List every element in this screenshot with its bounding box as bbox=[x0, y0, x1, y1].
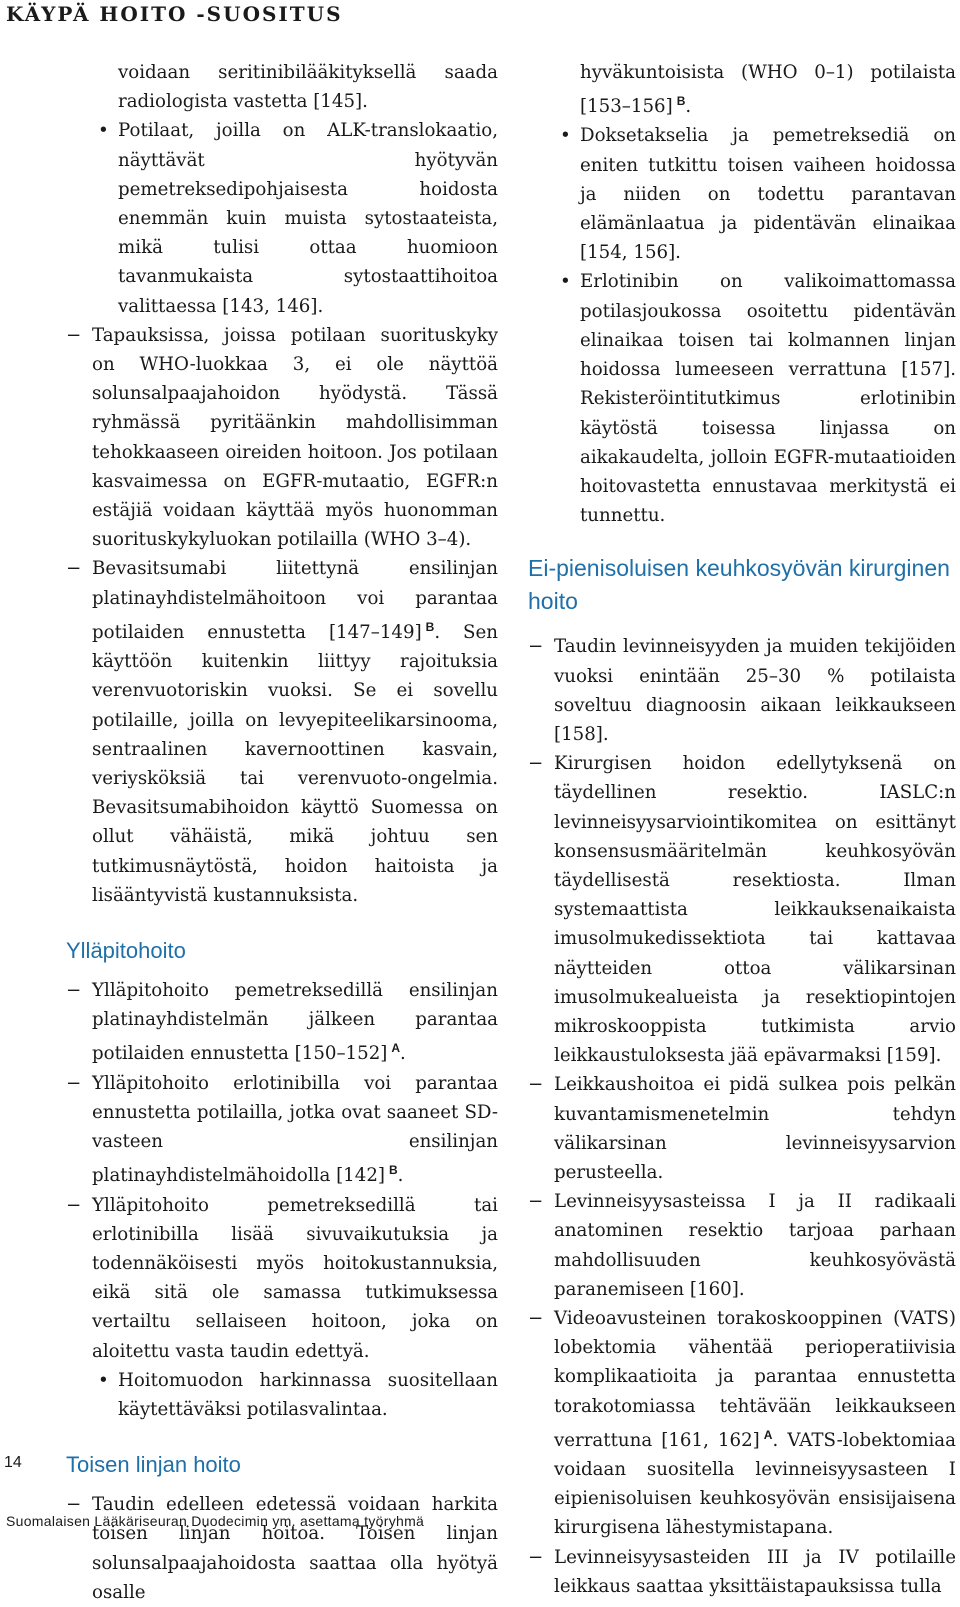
dash-marker: − bbox=[66, 1494, 82, 1516]
dash-marker: − bbox=[66, 324, 82, 346]
dash-text: Tapauksissa, joissa potilaan suorituskyky on WHO-luokkaa 3, ei ole näyttöä solunsalpaajahoidon hyödystä. Tässä ryhmässä pyritäänkin mahdollisimman tehokkaaseen oireiden hoitoon. Jos potilaan kasvaimessa on EGFR-mutaatio, EGFR:n estäjiä voidaan käyttää myös huonomman suorituskykyluokan potilailla (WHO 3–4). bbox=[92, 324, 498, 551]
section-heading-toisen-linjan-hoito: Toisen linjan hoito bbox=[66, 1452, 241, 1478]
evidence-grade: B bbox=[425, 619, 435, 634]
evidence-grade: B bbox=[388, 1163, 398, 1178]
dash-text: . bbox=[397, 1165, 404, 1187]
dash-text: Bevasitsumabi liitettynä ensilinjan platinayhdistelmähoitoon voi parantaa potilaiden ennustetta [147–149] bbox=[92, 558, 498, 643]
paragraph-text: . bbox=[685, 96, 692, 118]
dash-text: Ylläpitohoito erlotinibilla voi parantaa ennustetta potilailla, jotka ovat saaneet SD-vasteen ensilinjan platinayhdistelmähoidolla [142] bbox=[92, 1072, 498, 1187]
bullet-item bbox=[528, 267, 956, 530]
paragraph-text: voidaan seritinibilääkityksellä saada radiologista vastetta [145]. bbox=[118, 62, 498, 113]
dash-text: . Sen käyttöön kuitenkin liittyy rajoituksia verenvuotoriskin vuoksi. Se ei sovellu potilaille, joilla on levyepiteelikarsinooma, sentraalinen kavernoottinen kasvain, veriysköksiä tai verenvuoto-ongelmia. Bevasitsumabihoidon käyttö Suomessa on ollut vähäistä, mikä johtuu sen tutkimusnäytöstä, hoidon haitoista ja lisääntyvistä kustannuksista. bbox=[92, 621, 498, 906]
dash-item bbox=[66, 1069, 498, 1191]
bullet-marker: • bbox=[560, 271, 571, 293]
document-header: KÄYPÄ HOITO -SUOSITUS bbox=[6, 2, 343, 26]
dash-text: . VATS-lobektomiaa voidaan suositella levinneisyysasteen I eipienisoluisen keuhkosyövän ensisijaisena kirurgisena lähestymistapana. bbox=[554, 1429, 956, 1539]
dash-marker: − bbox=[528, 1307, 544, 1329]
dash-text: Levinneisyysasteissa I ja II radikaali anatominen resektio tarjoaa parhaan mahdollisuuden keuhkosyövästä paranemiseen [160]. bbox=[554, 1191, 956, 1300]
bullet-item bbox=[528, 121, 956, 267]
dash-marker: − bbox=[528, 753, 544, 775]
right-column bbox=[528, 58, 956, 1601]
bullet-item bbox=[66, 116, 498, 320]
section-heading-yllapitohoito: Ylläpitohoito bbox=[66, 937, 186, 963]
evidence-grade: A bbox=[391, 1041, 401, 1056]
bullet-marker: • bbox=[560, 125, 571, 147]
dash-item bbox=[66, 321, 498, 555]
dash-item bbox=[528, 632, 956, 749]
bullet-text: Hoitomuodon harkinnassa suositellaan käytettäväksi potilasvalintaa. bbox=[118, 1369, 498, 1420]
dash-item bbox=[66, 554, 498, 910]
dash-item bbox=[528, 1070, 956, 1187]
dash-marker: − bbox=[66, 1072, 82, 1094]
dash-text: Videoavusteinen torakoskooppinen (VATS) lobektomia vähentää perioperatiivisia komplikaatioita ja parantaa ennustetta torakotomiassa tehtävään leikkaukseen verrattuna [161, 162] bbox=[554, 1307, 956, 1451]
dash-item bbox=[528, 749, 956, 1070]
dash-text: Taudin levinneisyyden ja muiden tekijöiden vuoksi enintään 25–30 % potilaista soveltuu diagnoosin aikaan leikkaukseen [158]. bbox=[554, 636, 956, 745]
dash-item bbox=[528, 1304, 956, 1543]
dash-text: . bbox=[400, 1043, 406, 1065]
left-column bbox=[66, 58, 498, 1607]
evidence-grade: B bbox=[676, 94, 686, 109]
dash-marker: − bbox=[66, 1194, 82, 1216]
bullet-text: Erlotinibin on valikoimattomassa potilasjoukossa osoitettu pidentävän elinaikaa toisen tai kolmannen linjan hoidossa lumeeseen verrattuna [157]. Rekisteröintitutkimus erlotinibin käytöstä toisessa linjassa on aikakaudelta, jolloin EGFR-mutaatioiden hoitovastetta ennustavaa merkitystä ei tunnettu. bbox=[580, 271, 956, 527]
dash-text: Kirurgisen hoidon edellytyksenä on täydellinen resektio. IASLC:n levinneisyysarviointikomitea on esittänyt konsensusmääritelmän keuhkosyövän täydellisestä resektiosta. Ilman systemaattista leikkauksenaikaista imusolmukedissektiota tai kattavaa näytteiden ottoa välikarsinan imusolmukealueista ja resektiopintojen mikroskooppista tutkimista arvio leikkaustuloksesta jää epävarmaksi [159]. bbox=[554, 753, 956, 1067]
dash-marker: − bbox=[528, 1546, 544, 1568]
dash-item bbox=[66, 1490, 498, 1607]
bullet-text: Doksetakselia ja pemetreksediä on eniten tutkittu toisen vaiheen hoidossa ja niiden on todettu parantavan elämänlaatua ja pidentävän elinaikaa [154, 156]. bbox=[580, 125, 956, 264]
page-footer: Suomalaisen Lääkäriseuran Duodecimin ym. asettama työryhmä bbox=[6, 1513, 425, 1529]
dash-marker: − bbox=[66, 979, 82, 1001]
dash-item bbox=[66, 976, 498, 1069]
dash-marker: − bbox=[528, 1074, 544, 1096]
dash-text: Ylläpitohoito pemetreksedillä tai erlotinibilla lisää sivuvaikutuksia ja todennäköisesti myös hoitokustannuksia, eikä sitä ole samassa tutkimuksessa vertailtu sellaiseen hoitoon, joka on aloitettu vasta taudin edettyä. bbox=[92, 1194, 498, 1362]
paragraph bbox=[528, 58, 956, 121]
dash-text: Taudin edelleen edetessä voidaan harkita toisen linjan hoitoa. Toisen linjan solunsalpaajahoidosta saattaa olla hyötyä osalle bbox=[92, 1494, 498, 1603]
dash-text: Ylläpitohoito pemetreksedillä ensilinjan platinayhdistelmän jälkeen parantaa potilaiden ennustetta [150–152] bbox=[92, 979, 498, 1065]
dash-text: Leikkaushoitoa ei pidä sulkea pois pelkän kuvantamismenetelmin tehdyn välikarsinan levinneisyysarvion perusteella. bbox=[554, 1074, 956, 1183]
dash-marker: − bbox=[528, 1191, 544, 1213]
bullet-item bbox=[66, 1366, 498, 1424]
dash-item bbox=[528, 1187, 956, 1304]
bullet-marker: • bbox=[98, 120, 109, 142]
page-number: 14 bbox=[4, 1454, 22, 1471]
dash-item bbox=[528, 1543, 956, 1601]
bullet-text: Potilaat, joilla on ALK-translokaatio, näyttävät hyötyvän pemetreksedipohjaisesta hoidosta enemmän kuin muista sytostaateista, mikä tulisi ottaa huomioon tavanmukaista sytostaattihoitoa valittaessa [143, 146]. bbox=[118, 120, 498, 317]
section-heading-kirurginen-hoito: Ei-pienisoluisen keuhkosyövän kirurginen hoito bbox=[528, 555, 950, 615]
paragraph bbox=[66, 58, 498, 116]
evidence-grade: A bbox=[763, 1427, 773, 1442]
dash-item bbox=[66, 1191, 498, 1366]
dash-marker: − bbox=[528, 636, 544, 658]
bullet-marker: • bbox=[98, 1369, 109, 1391]
paragraph-text: hyväkuntoisista (WHO 0–1) potilaista [153–156] bbox=[580, 62, 956, 118]
dash-text: Levinneisyysasteiden III ja IV potilaille leikkaus saattaa yksittäistapauksissa tulla bbox=[554, 1546, 956, 1597]
dash-marker: − bbox=[66, 558, 82, 580]
